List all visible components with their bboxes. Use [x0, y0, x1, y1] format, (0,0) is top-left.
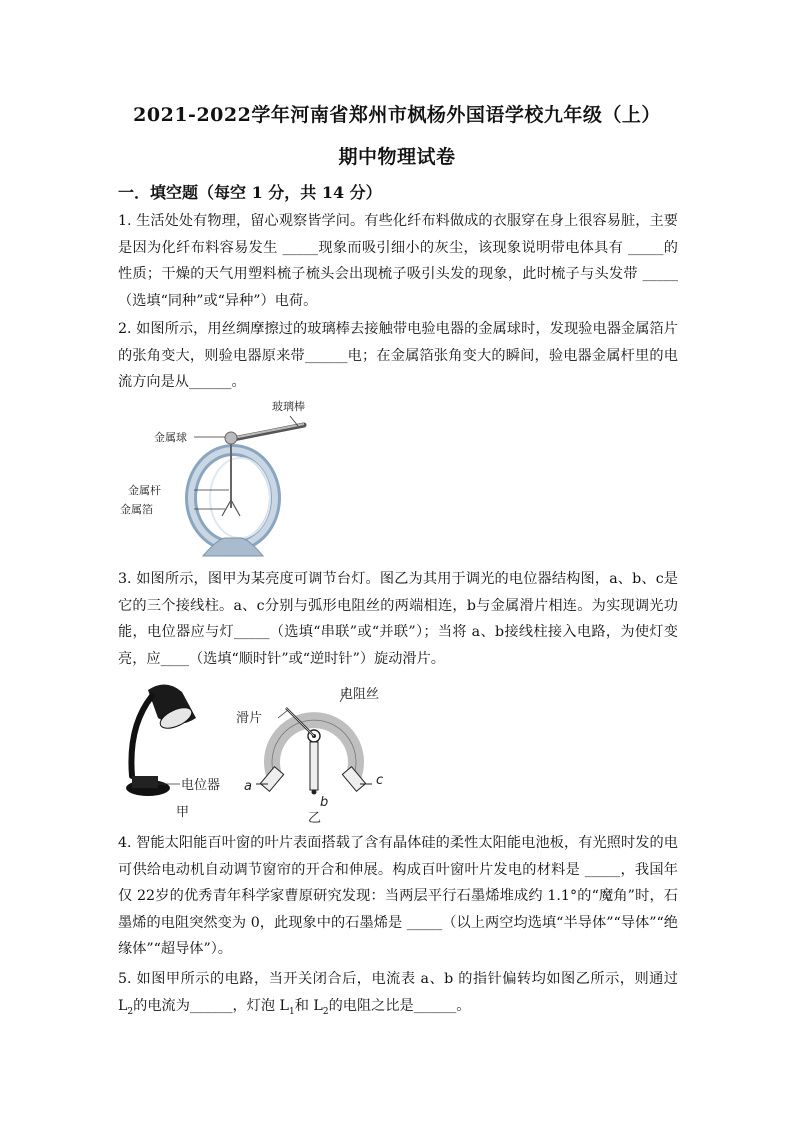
label-resistance-wire: 电阻丝 [340, 687, 380, 702]
label-metal-stem: 金属杆 [128, 484, 161, 497]
q5-sub-3: 2 [322, 1006, 329, 1017]
potentiometer-figure [236, 684, 406, 824]
electroscope-figure [118, 398, 358, 560]
question-5 [118, 966, 678, 1025]
label-terminal-b: b [320, 795, 329, 810]
page-title: 2021-2022学年河南省郑州市枫杨外国语学校九年级（上） [133, 104, 661, 126]
question-1: 1. 生活处处有物理，留心观察皆学问。有些化纤布料做成的衣服穿在身上很容易脏，主要是因为化纤布料容易发生 _____现象而吸引细小的灰尘，该现象说明带电体具有 _____的性质；干燥的天气用塑料梳子梳头会出现梳子吸引头发的现象，此时梳子与头发带 _____（选填“同种”或“异种”）电荷。 [118, 213, 678, 309]
q5-sub-1: 2 [127, 1006, 134, 1017]
label-metal-foil: 金属箔 [120, 503, 153, 516]
question-4: 4. 智能太阳能百叶窗的叶片表面搭载了含有晶体硅的柔性太阳能电池板，有光照时发的电可供给电动机自动调节窗帘的开合和伸展。构成百叶窗叶片发电的材料是 _____，我国年仅 22岁的优秀青年科学家曹原研究发现：当两层平行石墨烯堆成约 1.1°的“魔角”时，石墨烯的电阻突然变为 0，此现象中的石墨烯是 _____（以上两空均选填“半导体”“导体”“绝缘体”“超导体”）。 [118, 835, 678, 957]
label-yi: 乙 [308, 811, 322, 824]
q5-text-1: 5. 如图甲所示的电路，当开关闭合后，电流表 a、b 的指针偏转均如图乙所示，则通过 L [118, 971, 678, 1014]
label-slider: 滑片 [236, 711, 263, 726]
page-subtitle: 期中物理试卷 [338, 146, 456, 168]
question-2: 2. 如图所示，用丝绸摩擦过的玻璃棒去接触带电验电器的金属球时，发现验电器金属箔片的张角变大，则验电器原来带______电；在金属箔张角变大的瞬间，验电器金属杆里的电流方向是从______。 [118, 321, 678, 390]
label-terminal-a: a [244, 779, 252, 794]
label-jia: 甲 [176, 805, 190, 820]
q5-sub-2: 1 [288, 1006, 295, 1017]
q5-text-4: 的电阻之比是______。 [328, 997, 471, 1014]
section-heading: 一．填空题（每空 1 分，共 14 分） [118, 183, 382, 202]
q5-text-3: 和 L [294, 997, 323, 1014]
label-terminal-c: c [376, 773, 384, 788]
label-metal-ball: 金属球 [154, 431, 187, 444]
q5-text-2: 的电流为______，灯泡 L [133, 997, 289, 1014]
question-3: 3. 如图所示，图甲为某亮度可调节台灯。图乙为其用于调光的电位器结构图，a、b、c是它的三个接线柱。a、c分别与弧形电阻丝的两端相连，b与金属滑片相连。为实现调光功能，电位器应与灯_____（选填“串联”或“并联”）；当将 a、b接线柱接入电路，为使灯变亮，应____（选填“顺时针”或“逆时针”）旋动滑片。 [118, 571, 678, 667]
label-potentiometer: 电位器 [181, 778, 221, 793]
label-glass-rod: 玻璃棒 [272, 400, 305, 413]
desk-lamp-figure [118, 676, 238, 826]
